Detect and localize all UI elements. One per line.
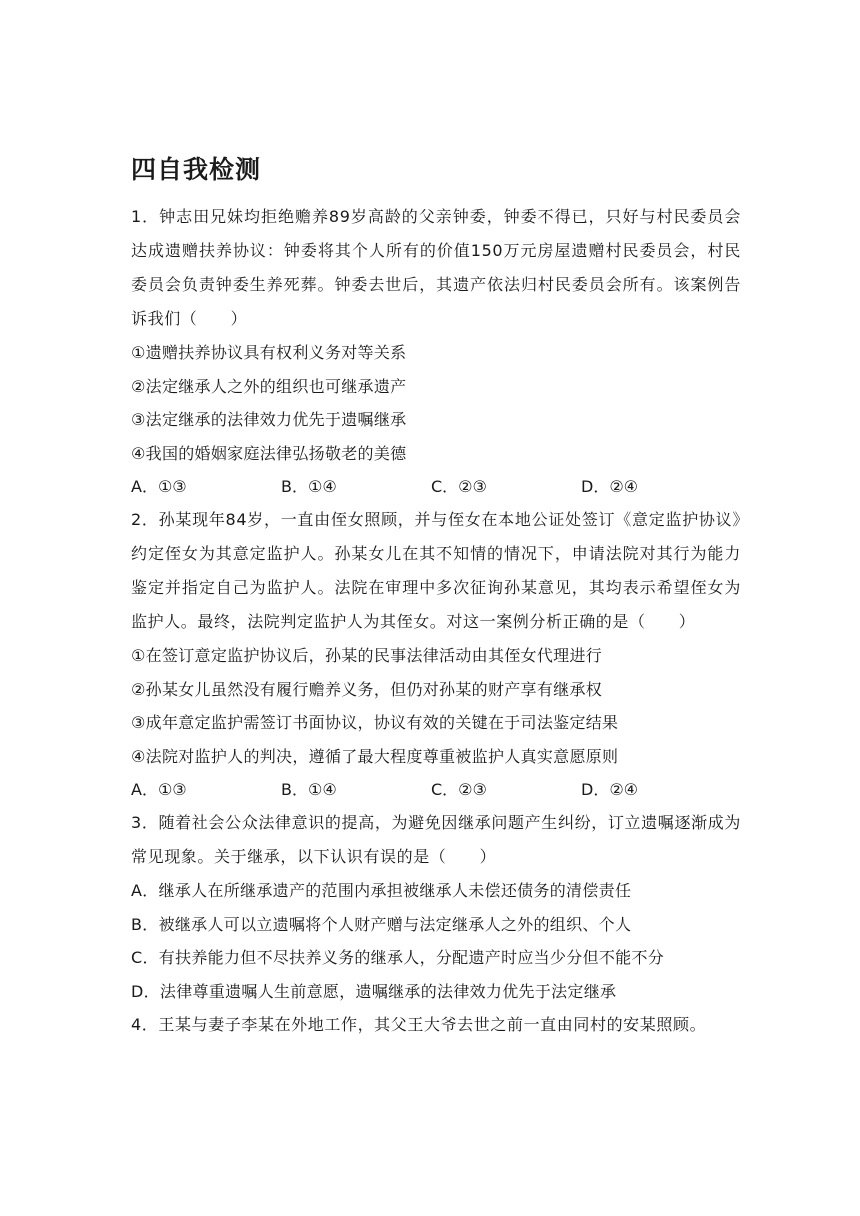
statement: ①在签订意定监护协议后，孙某的民事法律活动由其侄女代理进行 [131, 646, 603, 665]
question-stem: 2．孙某现年84岁，一直由侄女照顾，并与侄女在本地公证处签订《意定监护协议》约定侄女为其意定监护人。孙某女儿在其不知情的情况下，申请法院对其行为能力鉴定并指定自己为监护人。法院在审理中多次征询孙某意见，其均表示希望侄女为监护人。最终，法院判定监护人为其侄女。对这一案例分析正确的是（ ） [131, 510, 741, 631]
section-title: 四自我检测 [131, 155, 262, 184]
option-d: D．法律尊重遗嘱人生前意愿，遗嘱继承的法律效力优先于法定继承 [131, 981, 617, 1001]
question-4 [131, 1008, 741, 1042]
statement: ②法定继承人之外的组织也可继承遗产 [131, 376, 407, 396]
statement: ②孙某女儿虽然没有履行赡养义务，但仍对孙某的财产享有继承权 [131, 679, 603, 699]
option-b: B．①④ [281, 477, 337, 496]
option-b: B．①④ [281, 780, 337, 799]
statement: ④我国的婚姻家庭法律弘扬敬老的美德 [131, 443, 407, 463]
option-a: A．①③ [131, 477, 187, 496]
option-b: B．被继承人可以立遗嘱将个人财产赠与法定继承人之外的组织、个人 [131, 914, 632, 934]
option-a: A．①③ [131, 780, 187, 799]
question-stem: 1．钟志田兄妹均拒绝赡养89岁高龄的父亲钟委，钟委不得已，只好与村民委员会达成遗赠扶养协议：钟委将其个人所有的价值150万元房屋遗赠村民委员会，村民委员会负责钟委生养死葬。钟委去世后，其遗产依法归村民委员会所有。该案例告诉我们（ ） [131, 207, 741, 328]
statement: ③法定继承的法律效力优先于遗嘱继承 [131, 410, 407, 429]
question-2 [131, 503, 741, 806]
option-a: A．继承人在所继承遗产的范围内承担被继承人未偿还债务的清偿责任 [131, 881, 632, 900]
question-3 [131, 806, 741, 1008]
answer-options [131, 470, 741, 503]
option-c: C．②③ [431, 780, 487, 799]
question-1 [131, 200, 741, 503]
question-stem: 3．随着社会公众法律意识的提高，为避免因继承问题产生纠纷，订立遗嘱逐渐成为常见现象。关于继承，以下认识有误的是（ ） [131, 813, 741, 866]
document-content [131, 150, 741, 1042]
option-c: C．②③ [431, 477, 487, 496]
statement: ③成年意定监护需签订书面协议，协议有效的关键在于司法鉴定结果 [131, 713, 619, 732]
statement: ①遗赠扶养协议具有权利义务对等关系 [131, 343, 407, 362]
answer-options [131, 773, 741, 806]
option-d: D．②④ [581, 780, 639, 799]
option-c: C．有扶养能力但不尽扶养义务的继承人，分配遗产时应当少分但不能不分 [131, 948, 665, 967]
statement: ④法院对监护人的判决，遵循了最大程度尊重被监护人真实意愿原则 [131, 746, 619, 766]
question-stem: 4．王某与妻子李某在外地工作，其父王大爷去世之前一直由同村的安某照顾。 [131, 1015, 707, 1034]
option-d: D．②④ [581, 477, 639, 496]
